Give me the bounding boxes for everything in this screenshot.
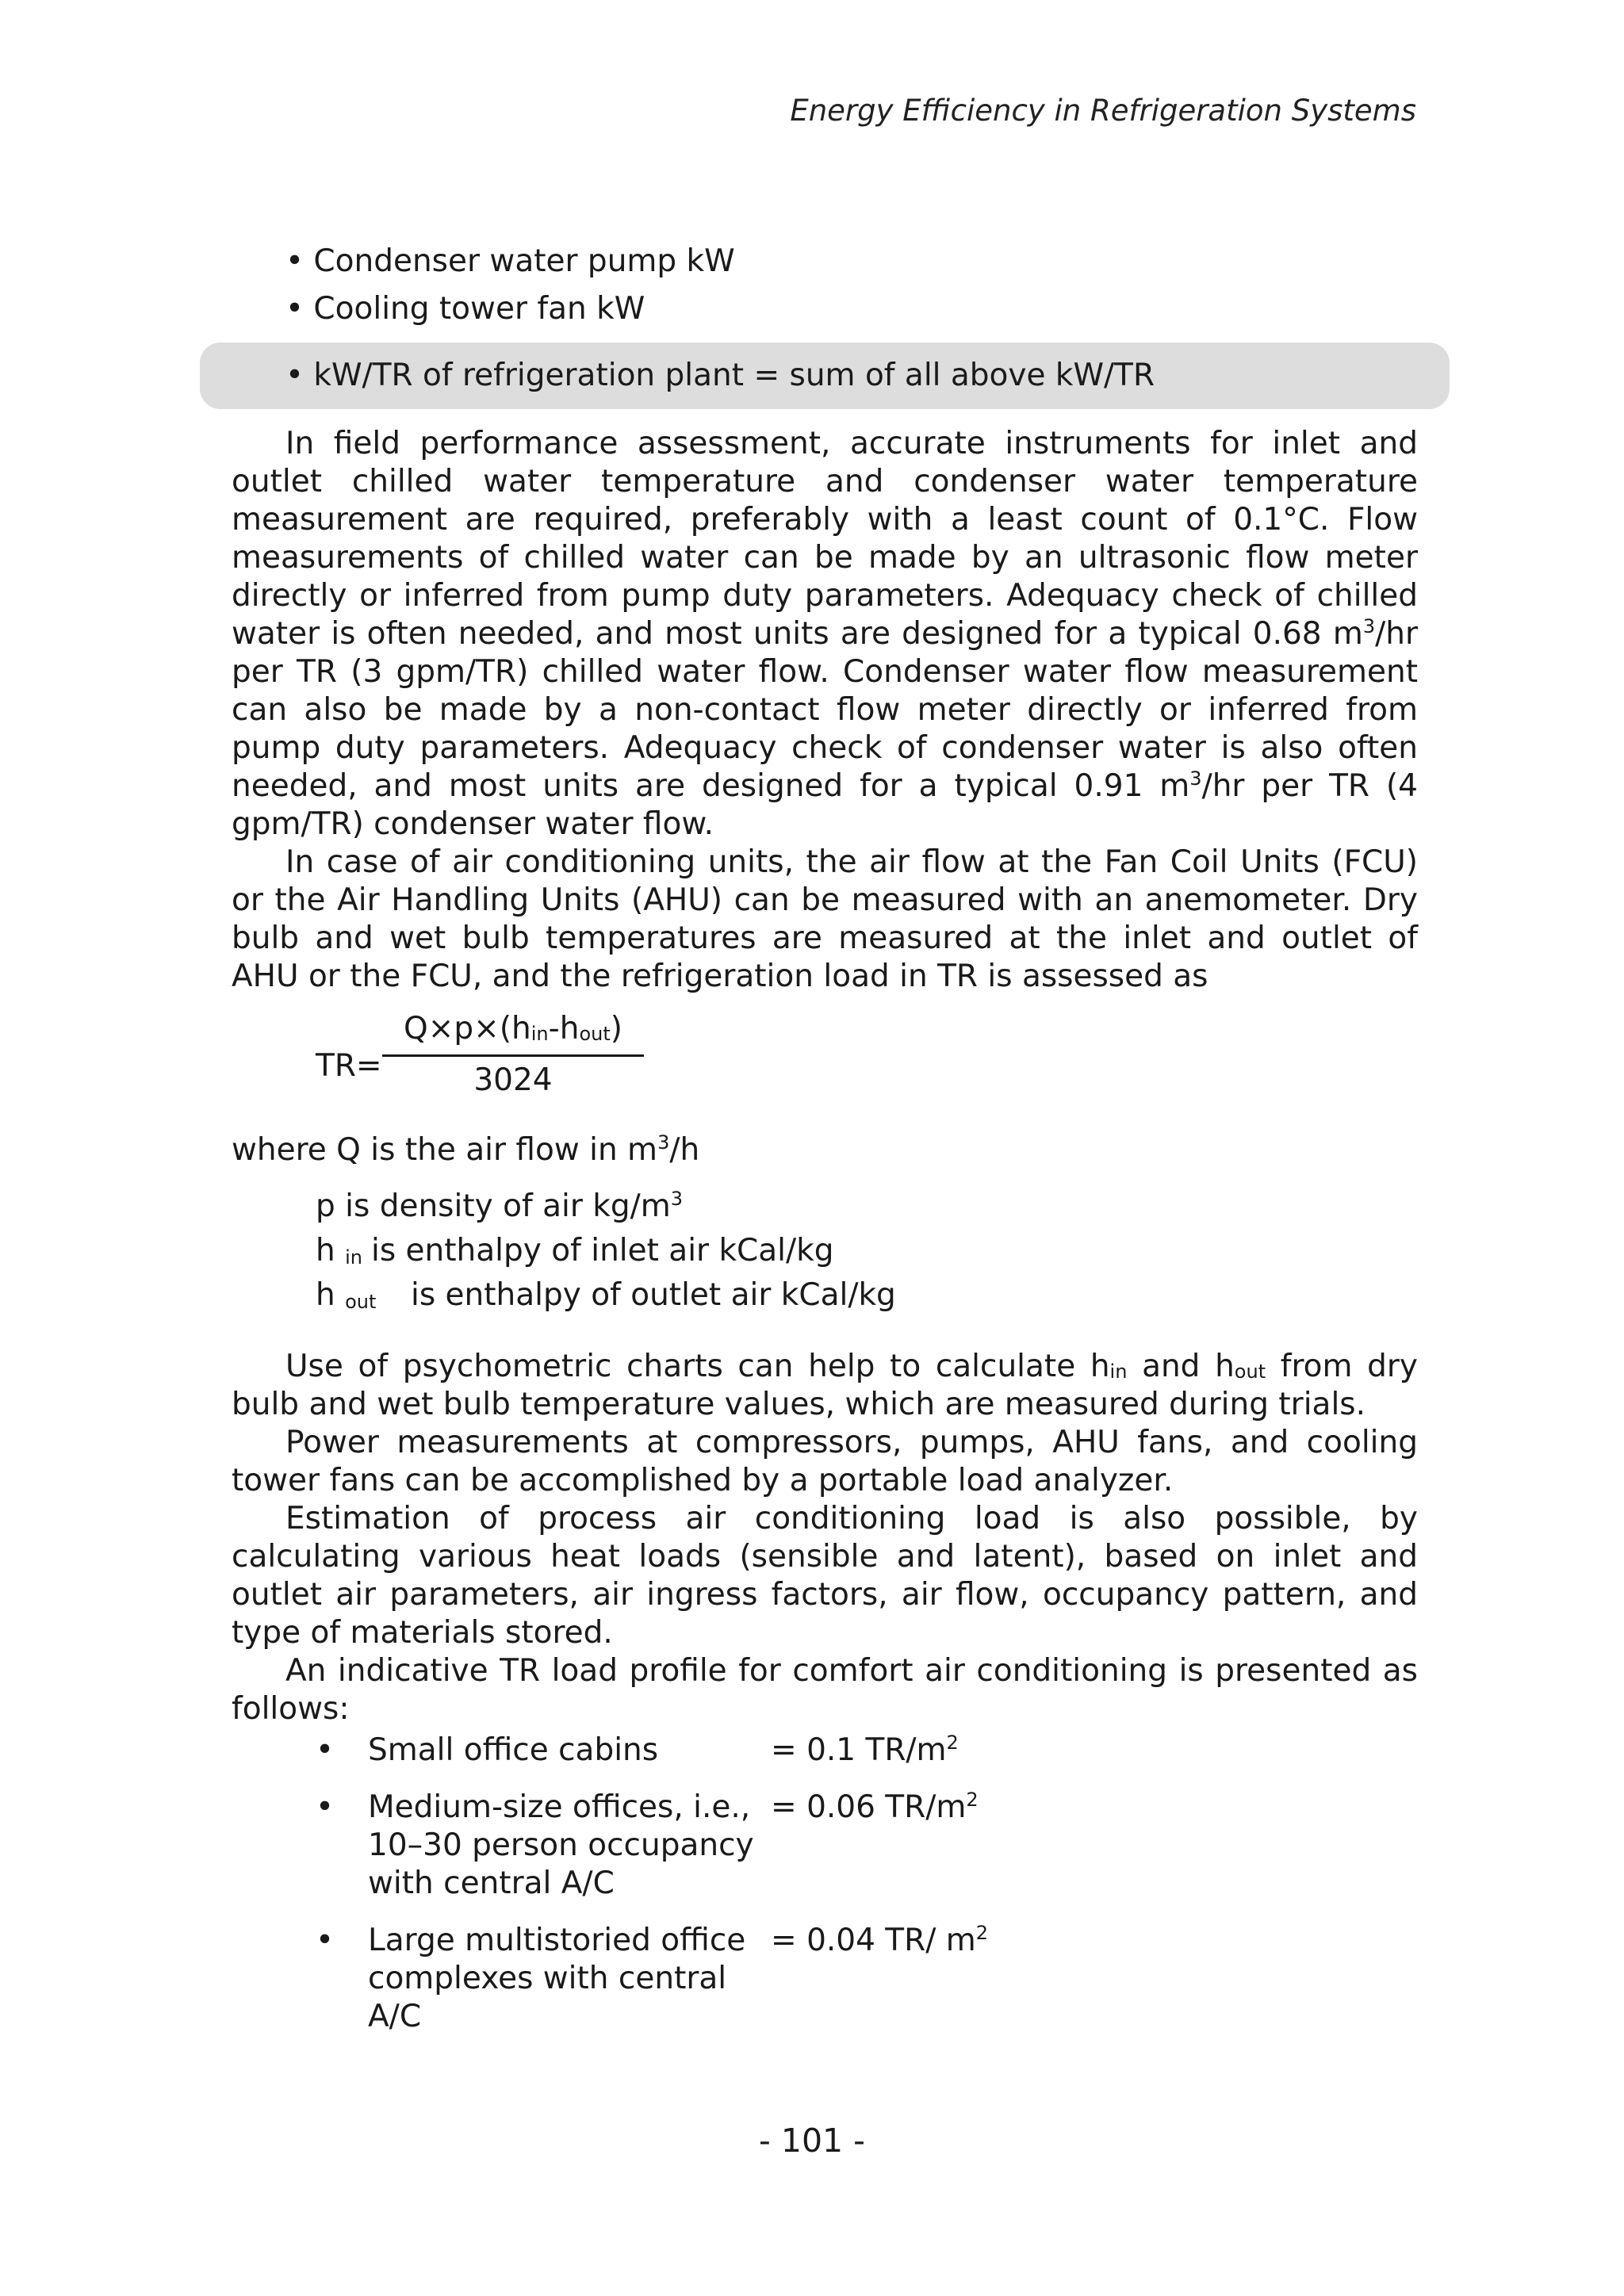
def-h-out: h $_{out}$ is enthalpy of outlet air kCal/kg	[316, 1277, 896, 1313]
formula-lhs: TR=	[316, 1048, 382, 1084]
where-line: where Q is the air flow in $m^3/h$	[232, 1131, 700, 1168]
highlight-box	[200, 342, 1450, 409]
bullet-kw-tr-plant: • kW/TR of refrigeration plant = sum of all above kW/TR	[285, 358, 1155, 393]
def-density: p is density of air $kg/m^3$	[316, 1188, 684, 1224]
bullet-dot: •	[316, 1923, 335, 1958]
page-number: - 101 -	[759, 2122, 865, 2160]
formula-numerator: $Q\times p\times(h_{in}-h_{out})$	[404, 1011, 622, 1047]
bullet-dot: •	[316, 1789, 335, 1825]
paragraph-load-profile-intro: An indicative TR load profile for comfort air conditioning is presented as follows:	[232, 1653, 1418, 1727]
bullet-condenser-pump: • Condenser water pump kW	[285, 243, 735, 279]
load-profile-desc: Large multistoried office complexes with central A/C	[368, 1923, 746, 2034]
load-profile-value: = 0.06 $TR/m^2$	[771, 1789, 979, 1825]
load-profile-desc: Small office cabins	[368, 1732, 659, 1768]
body-text-lower	[232, 1348, 1418, 1728]
bullet-list-top	[285, 238, 735, 333]
variable-definitions	[316, 1184, 896, 1318]
load-profile-value: = 0.04 TR/ $m^2$	[771, 1922, 989, 1958]
bullet-dot: •	[316, 1732, 335, 1768]
paragraph-field-assessment: In field performance assessment, accurate instruments for inlet and outlet chilled water temperature and condenser water temperature measurement are required, preferably with a least count of 0.1°C. Flow measurements of chilled water can be made by an ultrasonic flow meter directly or inferred from pump duty parameters. Adequacy check of chilled water is often needed, and most units are designed for a typical 0.68 $m^3/hr$ per TR (3 gpm/TR) chilled water flow. Condenser water flow measurement can also be made by a non-contact flow meter directly or inferred from pump duty parameters. Adequacy check of condenser water is also often needed, and most units are designed for a typical 0.91 $m^3/hr$ per TR (4 gpm/TR) condenser water flow.	[232, 426, 1418, 842]
load-profile-value: = 0.1 $TR/m^2$	[771, 1732, 959, 1768]
paragraph-process-load: Estimation of process air conditioning load is also possible, by calculating various heat loads (sensible and latent), based on inlet and outlet air parameters, air ingress factors, air flow, occupancy pattern, and type of materials stored.	[232, 1501, 1418, 1651]
body-text-upper	[232, 425, 1418, 996]
bullet-cooling-tower-fan: • Cooling tower fan kW	[285, 291, 645, 327]
running-header: Energy Efficiency in Refrigeration Systems	[790, 94, 1416, 128]
formula-fraction	[382, 1008, 644, 1101]
paragraph-air-conditioning: In case of air conditioning units, the air flow at the Fan Coil Units (FCU) or the Air Handling Units (AHU) can be measured with an anemometer. Dry bulb and wet bulb temperatures are measured at the inlet and outlet of AHU or the FCU, and the refrigeration load in TR is assessed as	[232, 844, 1418, 994]
def-h-in: h $_{in}$ is enthalpy of inlet air kCal/kg	[316, 1233, 834, 1269]
paragraph-psychometric: Use of psychometric charts can help to calculate $h_{in}$ and $h_{out}$ from dry bulb and wet bulb temperature values, which are measured during trials.	[232, 1349, 1418, 1422]
load-profile-desc: Medium-size offices, i.e., 10–30 person occupancy with central A/C	[368, 1789, 754, 1901]
paragraph-power-measurements: Power measurements at compressors, pumps, AHU fans, and cooling tower fans can be accomplished by a portable load analyzer.	[232, 1425, 1418, 1498]
formula-denominator: 3024	[473, 1062, 553, 1098]
